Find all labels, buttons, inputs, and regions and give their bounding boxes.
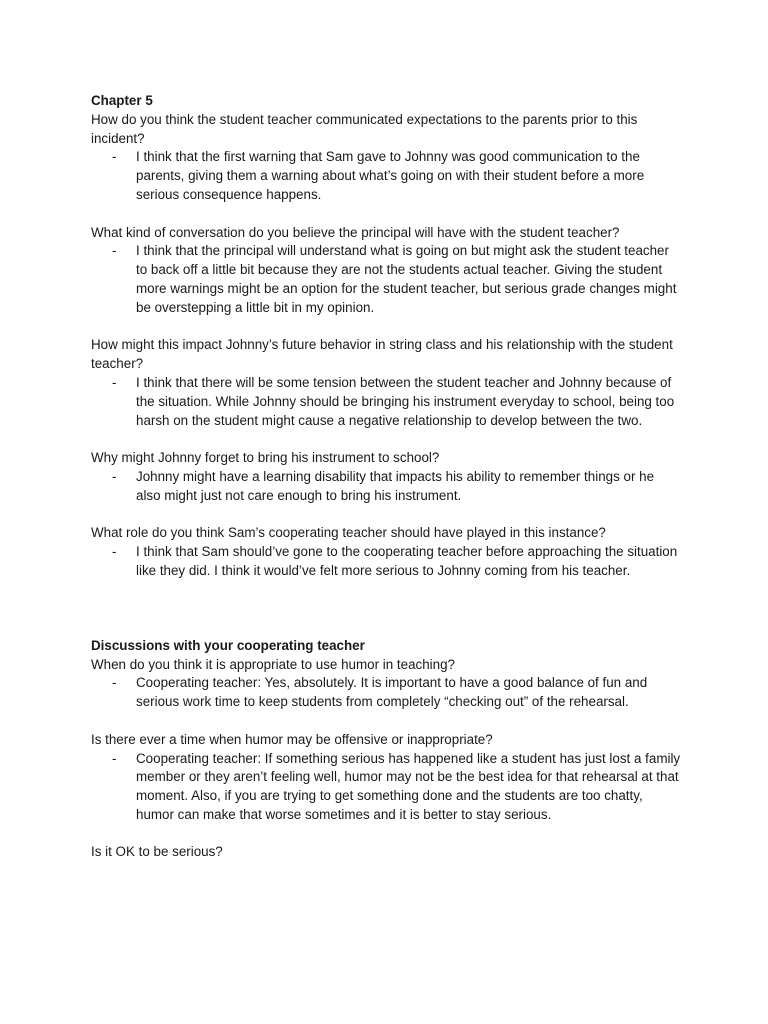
answer-4: - Johnny might have a learning disability that impacts his ability to remember things or he also might just not care enough to bring his instrument. bbox=[112, 468, 655, 503]
question-2: What kind of conversation do you believe the principal will have with the student teacher? bbox=[91, 224, 620, 240]
discussion-answer-2: - Cooperating teacher: If something serious has happened like a student has just lost a family member or they aren’t feeling well, humor may not be the best idea for that rehearsal at that moment. Also, if you are trying to get something done and the students are too chatty, humor can make that worse sometimes and it is better to stay serious. bbox=[112, 750, 681, 822]
chapter-heading: Chapter 5 bbox=[91, 93, 153, 108]
question-3: How might this impact Johnny’s future behavior in string class and his relationship with the student teacher? bbox=[91, 337, 673, 372]
bullet-dash: - bbox=[112, 675, 117, 691]
answer-5: - I think that Sam should’ve gone to the cooperating teacher before approaching the situation like they did. I think it would’ve felt more serious to Johnny coming from his teacher. bbox=[112, 544, 678, 578]
bullet-dash: - bbox=[112, 544, 117, 560]
discussion-answer-1: - Cooperating teacher: Yes, absolutely. It is important to have a good balance of fun and serious work time to keep students from completely “checking out” of the rehearsal. bbox=[112, 675, 648, 710]
discussion-question-1: When do you think it is appropriate to use humor in teaching? bbox=[91, 656, 455, 672]
bullet-dash: - bbox=[112, 374, 117, 390]
answer-2: - I think that the principal will understand what is going on but might ask the student teacher to back off a little bit because they are not the students actual teacher. Giving the student more warnings might be an option for the student teacher, but serious grade changes might be overstepping a little bit in my opinion. bbox=[112, 243, 677, 315]
document-page bbox=[91, 92, 681, 862]
bullet-dash: - bbox=[112, 149, 117, 165]
question-1: How do you think the student teacher communicated expectations to the parents prior to this incident? bbox=[91, 111, 638, 146]
bullet-dash: - bbox=[112, 750, 117, 766]
discussions-heading: Discussions with your cooperating teacher bbox=[91, 637, 365, 653]
answer-3: - I think that there will be some tension between the student teacher and Johnny because of the situation. While Johnny should be bringing his instrument everyday to school, being too harsh on the student might cause a negative relationship to develop between the two. bbox=[112, 374, 675, 428]
answer-1: - I think that the first warning that Sam gave to Johnny was good communication to the parents, giving them a warning about what’s going on with their student before a more serious consequence happens. bbox=[112, 149, 645, 202]
question-5: What role do you think Sam’s cooperating teacher should have played in this instance? bbox=[91, 525, 606, 541]
bullet-dash: - bbox=[112, 468, 117, 484]
bullet-dash: - bbox=[112, 243, 117, 259]
question-4: Why might Johnny forget to bring his instrument to school? bbox=[91, 450, 440, 466]
discussion-question-2: Is there ever a time when humor may be offensive or inappropriate? bbox=[91, 731, 493, 747]
discussion-question-3: Is it OK to be serious? bbox=[91, 844, 223, 860]
